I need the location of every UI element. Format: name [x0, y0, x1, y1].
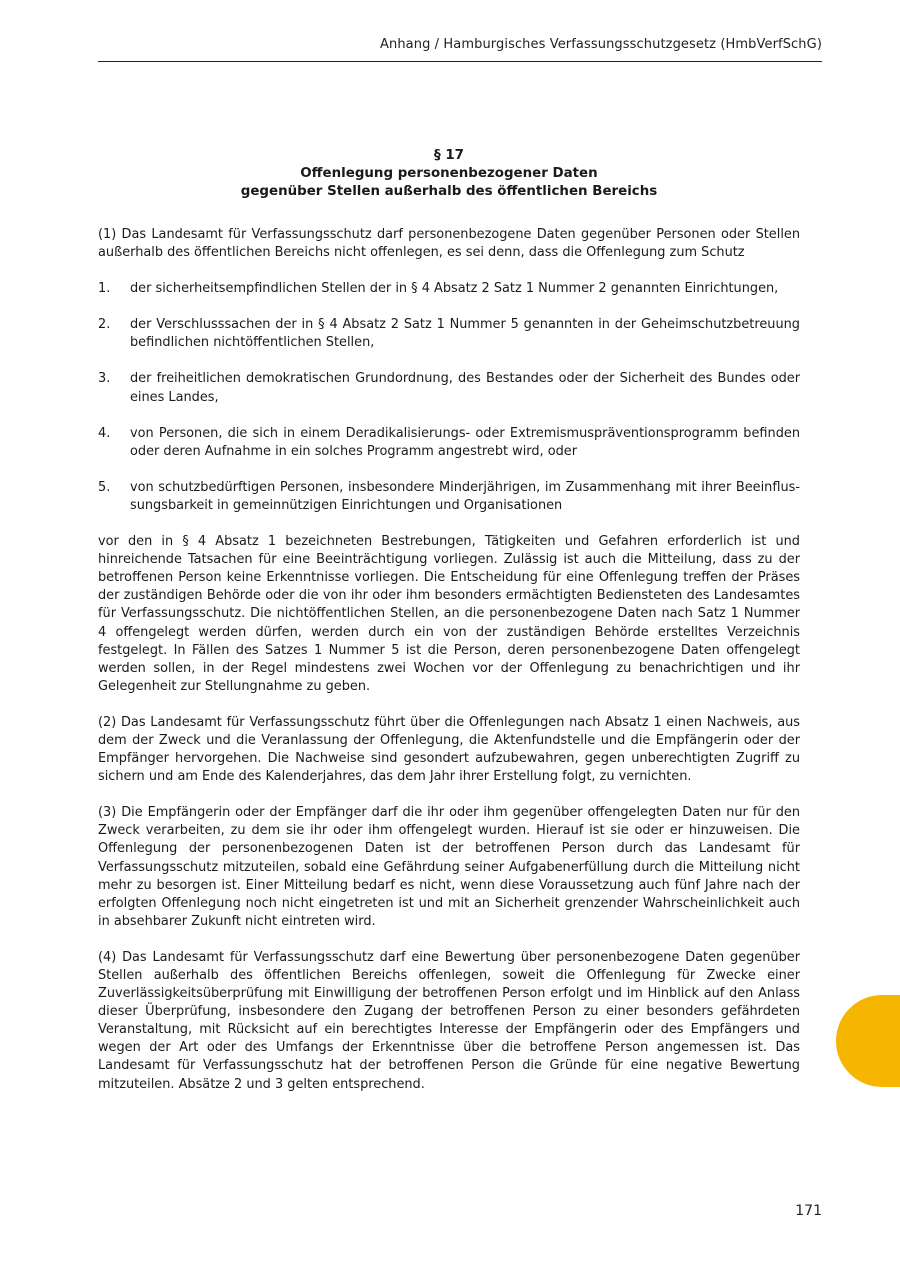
section-number: § 17 — [434, 148, 464, 163]
paragraph-1-intro: (1) Das Landesamt für Verfassungsschutz darf personenbezogene Daten gegenüber Personen oder Stellen außerhalb des öffentlichen Bereichs nicht offenlegen, es sei denn, dass die Offenlegung zum Schutz — [98, 227, 800, 261]
page-number: 171 — [795, 1203, 822, 1219]
chapter-tab-marker — [836, 995, 900, 1087]
section-heading — [98, 147, 800, 201]
paragraph-4: (4) Das Landesamt für Verfassungsschutz darf eine Bewertung über personenbezogene Daten gegenüber Stellen außerhalb des öffentlichen Bereichs offenlegen, soweit die Offenlegung für Zwecke einer Zuverlässigkeitsüberprüfung mit Einwilligung der betroffenen Person erfolgt und im Hinblick auf den Anlass dieser Überprüfung, insbesondere den Zugang der betroffenen Person zu einer besonders gefährdeten Veranstaltung, mit Rücksicht auf ein berechtigtes Interesse der Empfängerin oder des Empfängers und wegen der Art oder des Umfangs der Erkenntnisse über die betroffene Person angemessen ist. Das Landesamt für Verfassungsschutz hat der betroffenen Person die Gründe für eine negative Bewertung mitzuteilen. Absätze 2 und 3 gelten entsprechend. — [98, 949, 800, 1092]
list-item-text: der sicherheitsempfindlichen Stellen der in § 4 Absatz 2 Satz 1 Nummer 2 genannten Einrichtungen, — [130, 281, 779, 297]
list-item-number: 1. — [98, 281, 111, 297]
list-item-number: 3. — [98, 371, 111, 387]
enumeration-list — [98, 280, 800, 515]
list-item — [98, 425, 800, 461]
paragraph-1-continuation: vor den in § 4 Absatz 1 bezeichneten Bestrebungen, Tätigkeiten und Gefahren erforderlich ist und hinreichende Tatsachen für eine Beeinträchtigung vorliegen. Zulässig ist auch die Mitteilung, dass zu der betroffenen Person keine Erkenntnisse vorliegen. Die Entscheidung für eine Offenlegung treffen der Präses der zuständigen Behörde oder die von ihr oder ihm besonders ermächtigten Bediensteten des Landesamtes für Verfassungsschutz. Die nichtöffentlichen Stellen, an die personenbezogene Daten nach Satz 1 Nummer 4 offengelegt werden dürfen, werden durch ein von der zuständigen Behörde erstelltes Verzeichnis festgelegt. In Fällen des Satzes 1 Nummer 5 ist die Person, deren personenbezogene Daten offengelegt werden sollen, in der Regel mindestens zwei Wochen vor der Offenlegung zu benachrichtigen und ihr Gelegenheit zur Stellungnahme zu geben. — [98, 534, 800, 694]
list-item — [98, 479, 800, 515]
list-item-text: der freiheitlichen demokratischen Grundordnung, des Bestandes oder der Sicherheit des Bundes oder eines Landes, — [130, 371, 800, 405]
section-title-line-2: gegenüber Stellen außerhalb des öffentlichen Bereichs — [240, 184, 658, 199]
list-item-text: von Personen, die sich in einem Deradikalisierungs- oder Extremismuspräventionsprogramm befinden oder deren Aufnahme in ein solches Programm angestrebt wird, oder — [130, 425, 800, 459]
section-body — [98, 226, 800, 1094]
running-header: Anhang / Hamburgisches Verfassungsschutzgesetz (HmbVerfSchG) — [380, 37, 822, 52]
list-item — [98, 280, 800, 298]
list-item — [98, 370, 800, 406]
paragraph-3: (3) Die Empfängerin oder der Empfänger darf die ihr oder ihm gegenüber offengelegten Daten nur für den Zweck verarbeiten, zu dem sie ihr oder ihm offengelegt wurden. Hierauf ist sie oder er hinzuweisen. Die Offenlegung der personenbezogenen Daten ist der betroffenen Person durch das Landesamt für Verfassungsschutz mitzuteilen, sobald eine Gefährdung seiner Aufgabenerfüllung durch die Mitteilung nicht mehr zu besorgen ist. Einer Mitteilung bedarf es nicht, wenn diese Voraussetzung auch fünf Jahre nach der erfolgten Offenlegung noch nicht eingetreten ist und mit an Sicherheit grenzender Wahrscheinlichkeit auch in absehbarer Zukunft nicht eintreten wird. — [98, 805, 800, 929]
list-item-text: der Verschlusssachen der in § 4 Absatz 2 Satz 1 Nummer 5 genannten in der Geheimschutzbetreuung befindlichen nichtöffentlichen Stellen, — [130, 317, 800, 351]
list-item-text: von schutzbedürftigen Personen, insbesondere Minderjährigen, im Zusammenhang mit ihrer Beeinflussungsbarkeit in gemeinnützigen Einrichtungen und Organisationen — [130, 479, 800, 513]
section-title-line-1: Offenlegung personenbezogener Daten — [300, 166, 598, 181]
list-item — [98, 316, 800, 352]
list-item-number: 4. — [98, 425, 111, 441]
header-divider — [98, 61, 822, 62]
paragraph-2: (2) Das Landesamt für Verfassungsschutz führt über die Offenlegungen nach Absatz 1 einen Nachweis, aus dem der Zweck und die Veranlassung der Offenlegung, die Aktenfundstelle und die Empfängerin oder der Empfänger hervorgehen. Die Nachweise sind gesondert aufzubewahren, gegen unberechtigten Zugriff zu sichern und am Ende des Kalenderjahres, das dem Jahr ihrer Erstellung folgt, zu vernichten. — [98, 714, 800, 785]
list-item-number: 2. — [98, 317, 111, 333]
list-item-number: 5. — [98, 479, 111, 495]
